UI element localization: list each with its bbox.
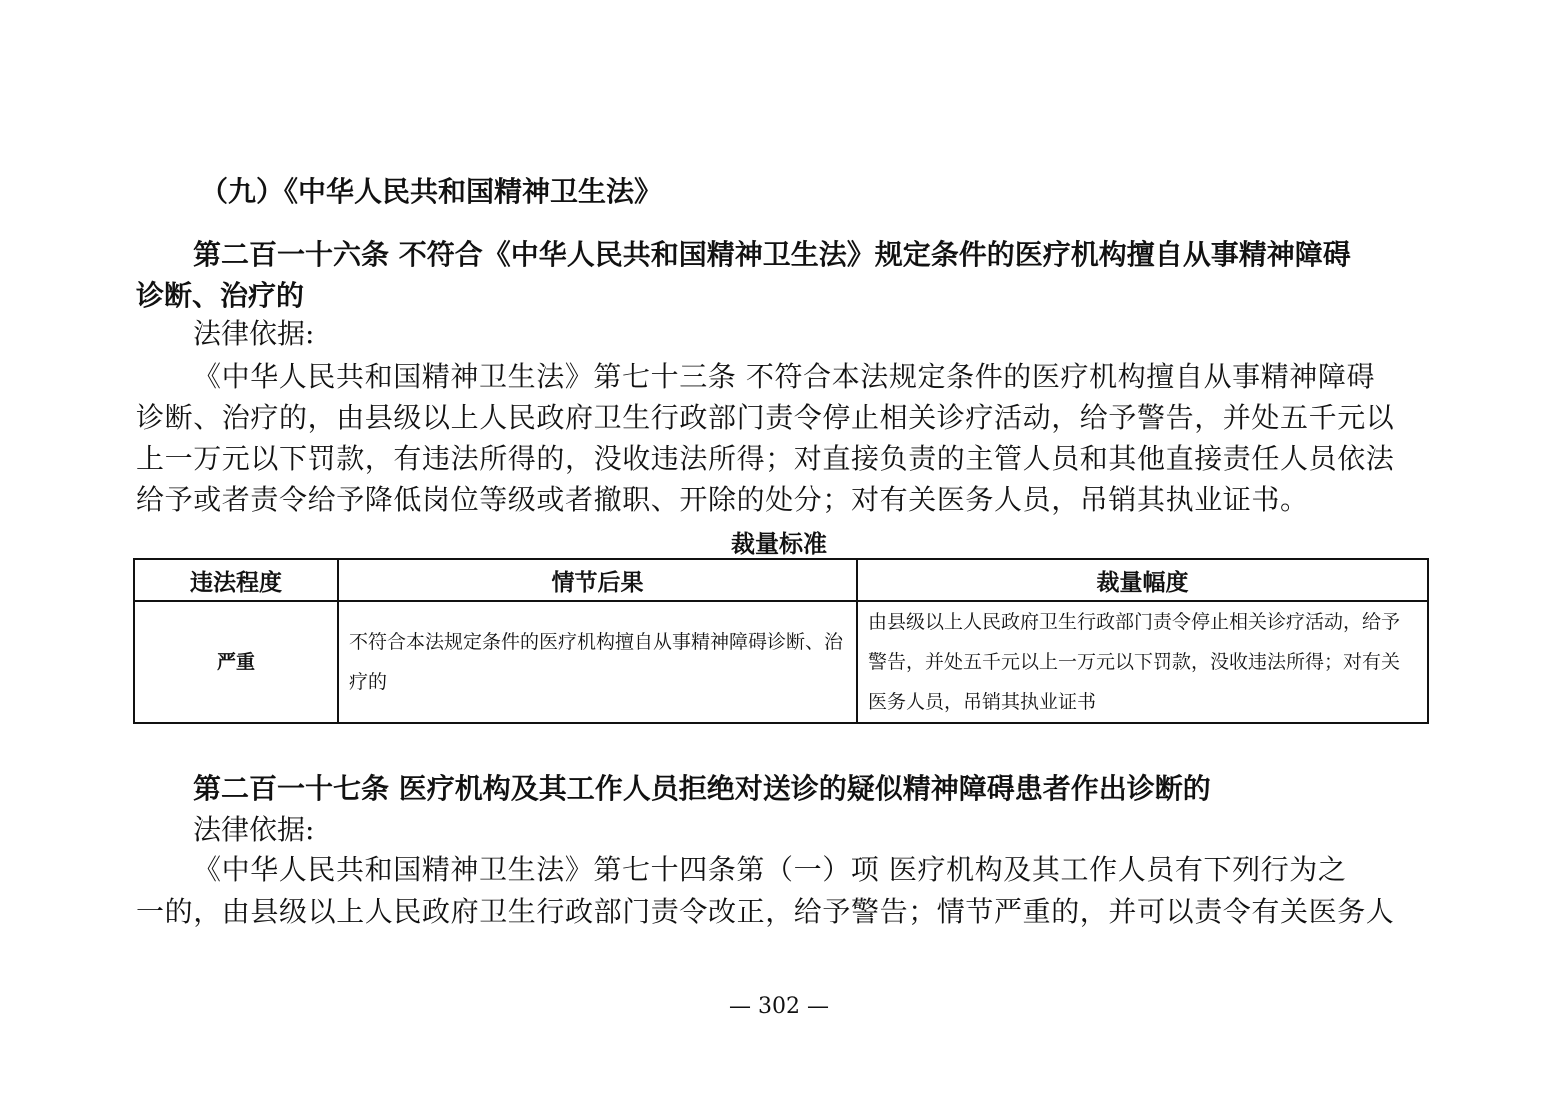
article-217-basis-label: 法律依据: <box>193 813 315 846</box>
article-216-basis-label: 法律依据: <box>193 317 315 350</box>
article-216-title-line2: 诊断、治疗的 <box>136 279 305 312</box>
cell-consequence: 不符合本法规定条件的医疗机构擅自从事精神障碍诊断、治疗的 <box>338 601 857 723</box>
table-row <box>134 601 1428 723</box>
article-217-title: 第二百一十七条 医疗机构及其工作人员拒绝对送诊的疑似精神障碍患者作出诊断的 <box>193 772 1211 805</box>
section-heading: （九）《中华人民共和国精神卫生法》 <box>200 175 663 208</box>
article-216-basis-line: 诊断、治疗的，由县级以上人民政府卫生行政部门责令停止相关诊疗活动，给予警告，并处五千元以 <box>136 401 1395 434</box>
header-discretion-range: 裁量幅度 <box>857 559 1428 601</box>
page-number: — 302 — <box>729 994 829 1019</box>
article-217-basis-line: 《中华人民共和国精神卫生法》第七十四条第（一）项 医疗机构及其工作人员有下列行为之 <box>193 853 1347 886</box>
table-caption: 裁量标准 <box>731 530 827 558</box>
table-header-row <box>134 559 1428 601</box>
header-consequence: 情节后果 <box>338 559 857 601</box>
article-216-basis-line: 上一万元以下罚款，有违法所得的，没收违法所得；对直接负责的主管人员和其他直接责任人员依法 <box>136 442 1395 475</box>
header-violation-level: 违法程度 <box>134 559 338 601</box>
cell-violation-level: 严重 <box>134 601 338 723</box>
article-217-basis-line: 一的，由县级以上人民政府卫生行政部门责令改正，给予警告；情节严重的，并可以责令有关医务人 <box>136 895 1395 928</box>
article-216-title-line1: 第二百一十六条 不符合《中华人民共和国精神卫生法》规定条件的医疗机构擅自从事精神障碍 <box>193 238 1351 271</box>
article-216-basis-line: 给予或者责令给予降低岗位等级或者撤职、开除的处分；对有关医务人员，吊销其执业证书。 <box>136 483 1309 516</box>
discretion-standard-table <box>133 558 1429 724</box>
article-216-basis-line: 《中华人民共和国精神卫生法》第七十三条 不符合本法规定条件的医疗机构擅自从事精神障碍 <box>193 360 1376 393</box>
cell-discretion-range: 由县级以上人民政府卫生行政部门责令停止相关诊疗活动，给予警告，并处五千元以上一万元以下罚款，没收违法所得；对有关医务人员，吊销其执业证书 <box>857 601 1428 723</box>
